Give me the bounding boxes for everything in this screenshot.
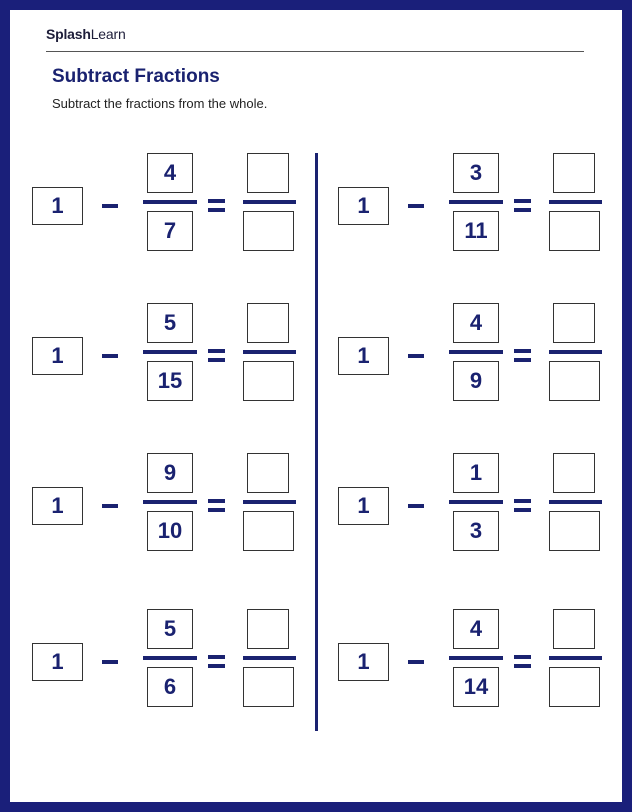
problem-5 — [316, 153, 596, 253]
answer-numerator-box[interactable] — [247, 609, 289, 649]
answer-numerator-box[interactable] — [553, 453, 595, 493]
worksheet — [10, 10, 622, 802]
answer-fraction-bar — [243, 350, 296, 354]
answer-numerator-box[interactable] — [553, 153, 595, 193]
equals-sign — [514, 199, 531, 213]
equals-sign — [514, 499, 531, 513]
whole-number: 1 — [338, 487, 389, 525]
splashlearn-logo — [46, 26, 126, 42]
minus-sign — [102, 504, 118, 508]
answer-denominator-box[interactable] — [549, 211, 600, 251]
answer-denominator-box[interactable] — [243, 211, 294, 251]
problem-8 — [316, 609, 596, 709]
problem-2 — [10, 303, 290, 403]
fraction-bar — [449, 500, 503, 504]
whole-number: 1 — [32, 187, 83, 225]
fraction-denominator: 10 — [147, 511, 193, 551]
minus-sign — [102, 660, 118, 664]
answer-denominator-box[interactable] — [549, 361, 600, 401]
minus-sign — [408, 504, 424, 508]
problem-7 — [316, 453, 596, 553]
fraction-numerator: 9 — [147, 453, 193, 493]
answer-numerator-box[interactable] — [247, 303, 289, 343]
answer-fraction-bar — [243, 656, 296, 660]
answer-fraction-bar — [549, 200, 602, 204]
fraction-denominator: 15 — [147, 361, 193, 401]
equals-sign — [208, 349, 225, 363]
fraction-numerator: 5 — [147, 609, 193, 649]
equals-sign — [514, 655, 531, 669]
problem-3 — [10, 453, 290, 553]
equals-sign — [208, 199, 225, 213]
whole-number: 1 — [32, 643, 83, 681]
instructions: Subtract the fractions from the whole. — [52, 96, 268, 111]
minus-sign — [408, 354, 424, 358]
answer-fraction-bar — [549, 656, 602, 660]
answer-fraction-bar — [243, 200, 296, 204]
fraction-numerator: 3 — [453, 153, 499, 193]
problem-6 — [316, 303, 596, 403]
answer-numerator-box[interactable] — [247, 453, 289, 493]
fraction-numerator: 4 — [453, 609, 499, 649]
fraction-denominator: 6 — [147, 667, 193, 707]
answer-numerator-box[interactable] — [247, 153, 289, 193]
answer-numerator-box[interactable] — [553, 303, 595, 343]
answer-numerator-box[interactable] — [553, 609, 595, 649]
minus-sign — [102, 354, 118, 358]
fraction-bar — [143, 656, 197, 660]
minus-sign — [408, 204, 424, 208]
equals-sign — [514, 349, 531, 363]
fraction-bar — [449, 656, 503, 660]
answer-denominator-box[interactable] — [549, 511, 600, 551]
fraction-bar — [143, 350, 197, 354]
whole-number: 1 — [338, 643, 389, 681]
whole-number: 1 — [32, 337, 83, 375]
fraction-denominator: 7 — [147, 211, 193, 251]
fraction-numerator: 4 — [147, 153, 193, 193]
logo-text-splash: Splash — [46, 26, 91, 42]
fraction-denominator: 14 — [453, 667, 499, 707]
fraction-bar — [143, 500, 197, 504]
header-divider — [46, 51, 584, 52]
fraction-denominator: 9 — [453, 361, 499, 401]
fraction-numerator: 1 — [453, 453, 499, 493]
fraction-denominator: 3 — [453, 511, 499, 551]
fraction-numerator: 4 — [453, 303, 499, 343]
equals-sign — [208, 655, 225, 669]
fraction-bar — [143, 200, 197, 204]
answer-fraction-bar — [549, 500, 602, 504]
answer-denominator-box[interactable] — [243, 361, 294, 401]
answer-denominator-box[interactable] — [549, 667, 600, 707]
answer-denominator-box[interactable] — [243, 511, 294, 551]
minus-sign — [102, 204, 118, 208]
fraction-numerator: 5 — [147, 303, 193, 343]
whole-number: 1 — [338, 187, 389, 225]
equals-sign — [208, 499, 225, 513]
logo-text-learn: Learn — [90, 26, 126, 42]
problem-4 — [10, 609, 290, 709]
fraction-bar — [449, 200, 503, 204]
answer-denominator-box[interactable] — [243, 667, 294, 707]
whole-number: 1 — [32, 487, 83, 525]
page-title: Subtract Fractions — [52, 66, 220, 87]
answer-fraction-bar — [243, 500, 296, 504]
minus-sign — [408, 660, 424, 664]
answer-fraction-bar — [549, 350, 602, 354]
fraction-denominator: 11 — [453, 211, 499, 251]
problem-1 — [10, 153, 290, 253]
fraction-bar — [449, 350, 503, 354]
whole-number: 1 — [338, 337, 389, 375]
